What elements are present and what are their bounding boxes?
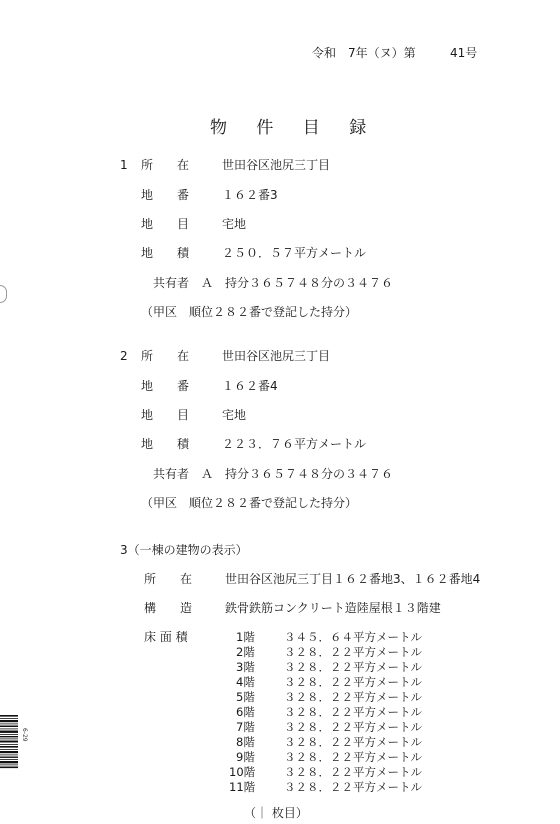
property-1-category: 宅地: [222, 217, 247, 231]
floor-name: 3階: [236, 660, 255, 674]
floor-name: 2階: [236, 645, 255, 659]
floor-area: ３２８．２２平方メートル: [284, 735, 422, 749]
case-era: 令和: [312, 46, 337, 60]
floor-name: 5階: [236, 690, 255, 704]
floor-name: 9階: [236, 750, 255, 764]
floor-area: ３２８．２２平方メートル: [284, 645, 422, 659]
floor-area: ３２８．２２平方メートル: [284, 765, 422, 779]
property-2-owner: 共有者 Ａ 持分３６５７４８分の３４７６: [153, 467, 394, 481]
property-2-lot: １６２番4: [222, 379, 278, 393]
floor-name: 7階: [236, 720, 255, 734]
document-title: 物 件 目 録: [210, 118, 379, 138]
property-1-lot-label: 地 番: [141, 188, 190, 202]
barcode-number: 6-29: [21, 728, 28, 742]
property-1-location: 世田谷区池尻三丁目: [222, 158, 331, 172]
sheet-counter: （｜ 枚目）: [244, 806, 308, 820]
floor-name: 8階: [236, 735, 255, 749]
property-2-area: ２２３．７６平方メートル: [222, 437, 367, 451]
floor-area-label: 床 面 積: [144, 630, 188, 644]
floor-name: 6階: [236, 705, 255, 719]
floor-area: ３２８．２２平方メートル: [284, 720, 422, 734]
property-1-index: 1: [120, 158, 128, 172]
property-2-lot-label: 地 番: [141, 379, 190, 393]
property-2-location: 世田谷区池尻三丁目: [222, 349, 331, 363]
floor-name: 10階: [229, 765, 256, 779]
punch-hole-mark: [0, 285, 7, 303]
property-2-area-label: 地 積: [141, 437, 190, 451]
property-2-location-label: 所 在: [141, 349, 190, 363]
case-year: 7年（ヌ）第: [348, 46, 416, 60]
building-location-label: 所 在: [144, 572, 193, 586]
floor-area: ３２８．２２平方メートル: [284, 750, 422, 764]
building-structure-label: 構 造: [144, 601, 193, 615]
property-1-owner: 共有者 Ａ 持分３６５７４８分の３４７６: [153, 276, 394, 290]
property-1-location-label: 所 在: [141, 158, 190, 172]
case-number-value: 41号: [450, 46, 478, 60]
building-heading: 3（一棟の建物の表示）: [120, 543, 248, 557]
property-2-category: 宅地: [222, 408, 247, 422]
floor-area: ３２８．２２平方メートル: [284, 705, 422, 719]
floor-name: 4階: [236, 675, 255, 689]
building-location: 世田谷区池尻三丁目１６２番地3、１６２番地4: [225, 572, 481, 586]
property-1-area-label: 地 積: [141, 246, 190, 260]
property-1-category-label: 地 目: [141, 217, 190, 231]
building-structure: 鉄骨鉄筋コンクリート造陸屋根１３階建: [225, 601, 441, 615]
barcode-icon: [0, 714, 20, 770]
floor-area: ３２８．２２平方メートル: [284, 690, 422, 704]
property-1-registration: （甲区 順位２８２番で登記した持分）: [141, 305, 358, 319]
property-2-category-label: 地 目: [141, 408, 190, 422]
property-2-registration: （甲区 順位２８２番で登記した持分）: [141, 496, 358, 510]
floor-name: 1階: [236, 630, 255, 644]
floor-area: ３２８．２２平方メートル: [284, 675, 422, 689]
floor-area: ３２８．２２平方メートル: [284, 780, 422, 794]
property-2-index: 2: [120, 349, 128, 363]
floor-area: ３４５．６４平方メートル: [284, 630, 422, 644]
property-1-area: ２５０．５７平方メートル: [222, 246, 367, 260]
property-1-lot: １６２番3: [222, 188, 278, 202]
floor-area: ３２８．２２平方メートル: [284, 660, 422, 674]
floor-name: 11階: [229, 780, 256, 794]
case-number: [300, 46, 500, 62]
